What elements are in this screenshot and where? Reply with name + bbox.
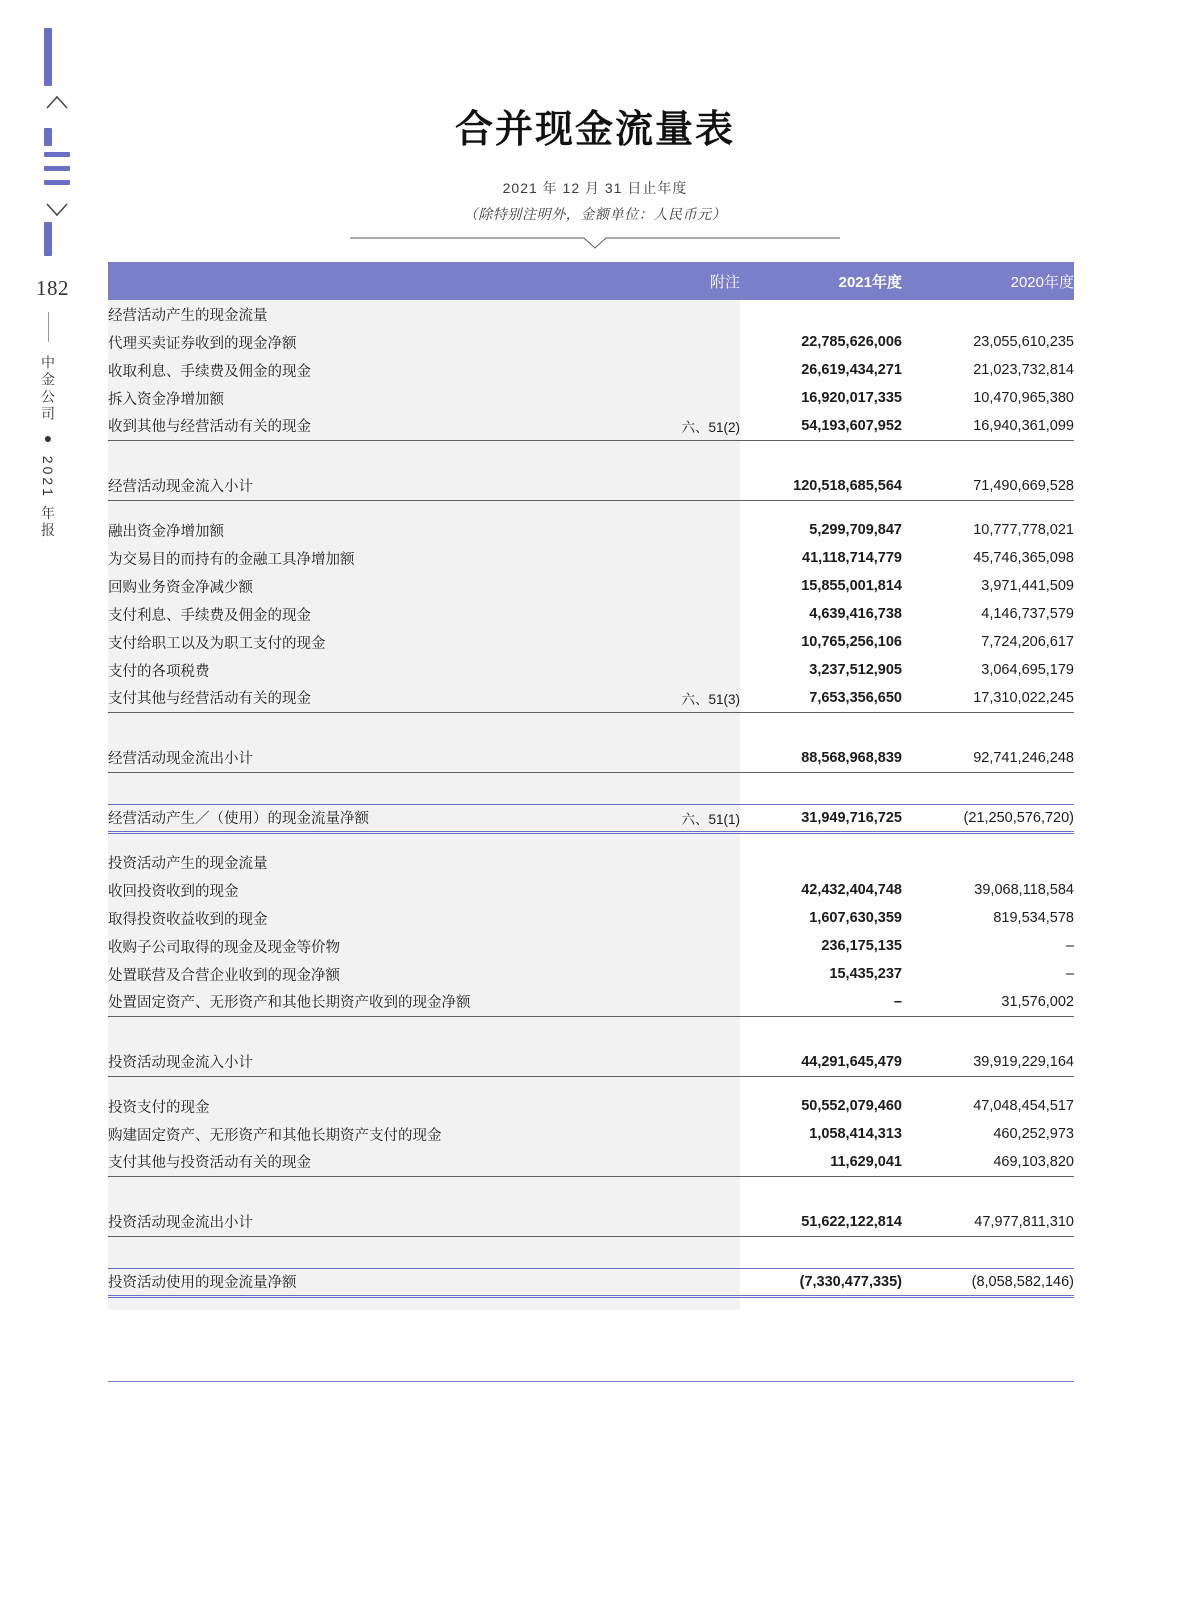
row-label: 经营活动产生的现金流量 — [108, 307, 268, 324]
rail-divider — [48, 312, 49, 342]
row-note — [648, 300, 740, 328]
row-value-prior-year: 92,741,246,248 — [973, 749, 1074, 766]
header-ornament-rule — [0, 234, 1190, 256]
subtitle-unit: （除特别注明外，金额单位：人民币元） — [463, 206, 727, 222]
table-row — [108, 804, 1074, 832]
row-label: 投资活动现金流入小计 — [108, 1055, 253, 1072]
row-value-prior-year — [902, 300, 1074, 328]
table-row — [108, 356, 1074, 384]
row-value-current-year — [740, 848, 902, 876]
row-note — [648, 628, 740, 656]
row-note — [648, 472, 740, 500]
row-label: 支付给职工以及为职工支付的现金 — [108, 635, 326, 652]
row-note — [648, 600, 740, 628]
row-note — [648, 356, 740, 384]
row-label: 投资活动现金流出小计 — [108, 1215, 253, 1232]
table-row — [108, 600, 1074, 628]
table-row — [108, 656, 1074, 684]
row-value-current-year: 5,299,709,847 — [809, 522, 902, 538]
row-value-current-year: 11,629,041 — [830, 1153, 902, 1170]
row-note — [648, 516, 740, 544]
table-spacer-row — [108, 1252, 1074, 1268]
row-value-current-year: 50,552,079,460 — [801, 1098, 902, 1114]
table-spacer-row — [108, 456, 1074, 472]
row-label: 支付利息、手续费及佣金的现金 — [108, 607, 311, 624]
table-spacer-row — [108, 788, 1074, 804]
column-header-current-year: 2021年度 — [740, 262, 902, 300]
row-value-prior-year: 47,977,811,310 — [974, 1213, 1074, 1230]
row-value-prior-year: 31,576,002 — [1001, 993, 1074, 1010]
row-value-current-year: – — [893, 993, 902, 1010]
row-note — [648, 848, 740, 876]
row-value-current-year: 31,949,716,725 — [740, 804, 902, 832]
row-label: 为交易目的而持有的金融工具净增加额 — [108, 551, 355, 568]
row-value-prior-year: 10,777,778,021 — [973, 522, 1074, 538]
row-value-prior-year: – — [1065, 938, 1074, 954]
row-label: 回购业务资金净减少额 — [108, 579, 253, 596]
rail-bar-decoration — [44, 28, 52, 86]
table-row — [108, 328, 1074, 356]
table-rule-row — [108, 772, 1074, 788]
table-row — [108, 1092, 1074, 1120]
row-value-prior-year: – — [1065, 966, 1074, 982]
table-row — [108, 1120, 1074, 1148]
table-row — [108, 300, 1074, 328]
row-note — [648, 544, 740, 572]
row-note: 六、51(1) — [648, 804, 740, 832]
table-row — [108, 1148, 1074, 1176]
table-rule-row — [108, 500, 1074, 516]
row-label: 购建固定资产、无形资产和其他长期资产支付的现金 — [108, 1127, 442, 1144]
row-note — [648, 1120, 740, 1148]
row-value-current-year: 44,291,645,479 — [801, 1053, 902, 1070]
row-note — [648, 904, 740, 932]
row-note — [648, 328, 740, 356]
row-note — [648, 656, 740, 684]
row-value-prior-year: 39,919,229,164 — [973, 1053, 1074, 1070]
row-note: 六、51(2) — [681, 419, 740, 435]
row-value-prior-year: 47,048,454,517 — [973, 1098, 1074, 1114]
row-label: 经营活动现金流出小计 — [108, 751, 253, 768]
row-note: 六、51(3) — [681, 691, 740, 707]
cash-flow-statement-table-area — [108, 262, 1074, 1310]
table-row — [108, 472, 1074, 500]
row-label: 支付的各项税费 — [108, 663, 210, 680]
table-spacer-row — [108, 1032, 1074, 1048]
table-row — [108, 744, 1074, 772]
row-note — [648, 1268, 740, 1296]
row-value-current-year: 1,058,414,313 — [809, 1126, 902, 1142]
row-value-current-year: 41,118,714,779 — [802, 550, 902, 566]
column-header-label — [108, 262, 648, 300]
row-value-prior-year: 10,470,965,380 — [973, 390, 1074, 406]
row-note — [648, 1148, 740, 1176]
row-label: 融出资金净增加额 — [108, 523, 224, 540]
table-rule-row — [108, 1016, 1074, 1032]
row-value-prior-year: 17,310,022,245 — [973, 689, 1074, 706]
row-value-prior-year: 7,724,206,617 — [981, 634, 1074, 650]
table-row — [108, 572, 1074, 600]
row-value-prior-year — [902, 848, 1074, 876]
row-value-current-year — [740, 300, 902, 328]
row-value-prior-year: 3,064,695,179 — [981, 662, 1074, 678]
row-label: 投资支付的现金 — [108, 1099, 210, 1116]
row-value-current-year: (7,330,477,335) — [740, 1268, 902, 1296]
table-spacer-row — [108, 1192, 1074, 1208]
row-value-current-year: 42,432,404,748 — [801, 882, 902, 898]
row-value-current-year: 16,920,017,335 — [801, 390, 902, 406]
row-value-prior-year: 16,940,361,099 — [973, 417, 1074, 434]
table-row — [108, 384, 1074, 412]
row-label: 支付其他与投资活动有关的现金 — [108, 1155, 311, 1172]
rail-bar-decoration — [44, 166, 70, 171]
table-row — [108, 628, 1074, 656]
row-label: 收到其他与经营活动有关的现金 — [108, 419, 311, 436]
row-value-prior-year: 23,055,610,235 — [973, 334, 1074, 350]
row-value-current-year: 15,855,001,814 — [801, 578, 902, 594]
row-value-prior-year: (21,250,576,720) — [902, 804, 1074, 832]
row-value-prior-year: 45,746,365,098 — [973, 550, 1074, 566]
row-value-prior-year: 71,490,669,528 — [973, 477, 1074, 494]
table-bottom-rule — [108, 1381, 1074, 1382]
page-title: 合并现金流量表 — [454, 109, 735, 151]
row-value-prior-year: 39,068,118,584 — [974, 882, 1074, 898]
page-number: 182 — [36, 276, 69, 300]
table-row — [108, 876, 1074, 904]
row-value-current-year: 4,639,416,738 — [809, 606, 902, 622]
row-label: 经营活动现金流入小计 — [108, 479, 253, 496]
table-rule-row — [108, 440, 1074, 456]
table-rule-row — [108, 1236, 1074, 1252]
row-note — [648, 572, 740, 600]
row-value-current-year: 3,237,512,905 — [809, 662, 902, 678]
table-row — [108, 904, 1074, 932]
row-label: 投资活动使用的现金流量净额 — [108, 1268, 648, 1296]
table-row — [108, 1208, 1074, 1236]
row-note — [648, 1048, 740, 1076]
row-label: 处置固定资产、无形资产和其他长期资产收到的现金净额 — [108, 995, 471, 1012]
row-note — [648, 1208, 740, 1236]
row-label: 收取利息、手续费及佣金的现金 — [108, 363, 311, 380]
table-body — [108, 300, 1074, 1296]
row-label: 投资活动产生的现金流量 — [108, 855, 268, 872]
row-value-prior-year: 469,103,820 — [993, 1153, 1074, 1170]
row-note — [648, 1092, 740, 1120]
row-value-prior-year: (8,058,582,146) — [902, 1268, 1074, 1296]
row-value-current-year: 22,785,626,006 — [801, 334, 902, 350]
row-value-current-year: 26,619,434,271 — [801, 362, 902, 378]
row-value-current-year: 1,607,630,359 — [809, 910, 902, 926]
row-label: 代理买卖证券收到的现金净额 — [108, 335, 297, 352]
row-label: 取得投资收益收到的现金 — [108, 911, 268, 928]
row-label: 支付其他与经营活动有关的现金 — [108, 691, 311, 708]
table-header — [108, 262, 1074, 300]
table-row — [108, 988, 1074, 1016]
row-value-current-year: 88,568,968,839 — [801, 749, 902, 766]
table-row — [108, 412, 1074, 440]
row-value-current-year: 7,653,356,650 — [809, 689, 902, 706]
row-label: 拆入资金净增加额 — [108, 391, 224, 408]
row-value-prior-year: 4,146,737,579 — [981, 606, 1074, 622]
table-row — [108, 1048, 1074, 1076]
row-value-current-year: 15,435,237 — [829, 966, 902, 982]
column-header-prior-year: 2020年度 — [902, 262, 1074, 300]
table-rule-row — [108, 712, 1074, 728]
running-footer-text: 中金公司 ● 2021 年报 — [40, 355, 56, 540]
table-spacer-row — [108, 728, 1074, 744]
row-value-prior-year: 819,534,578 — [993, 910, 1074, 926]
table-row — [108, 544, 1074, 572]
cash-flow-table — [108, 262, 1074, 1298]
column-header-note: 附注 — [648, 262, 740, 300]
row-note — [648, 384, 740, 412]
row-label: 收回投资收到的现金 — [108, 883, 239, 900]
row-value-current-year: 120,518,685,564 — [793, 477, 902, 494]
row-note — [648, 876, 740, 904]
row-value-current-year: 10,765,256,106 — [801, 634, 902, 650]
row-value-current-year: 51,622,122,814 — [801, 1213, 902, 1230]
table-row — [108, 932, 1074, 960]
row-note — [648, 988, 740, 1016]
table-rule-row — [108, 1176, 1074, 1192]
table-row — [108, 684, 1074, 712]
subtitle-period: 2021 年 12 月 31 日止年度 — [502, 180, 688, 196]
row-label: 收购子公司取得的现金及现金等价物 — [108, 939, 340, 956]
row-value-prior-year: 3,971,441,509 — [981, 578, 1074, 594]
row-value-prior-year: 21,023,732,814 — [973, 362, 1074, 378]
row-label: 处置联营及合营企业收到的现金净额 — [108, 967, 340, 984]
table-row — [108, 1268, 1074, 1296]
table-header-row — [108, 262, 1074, 300]
table-spacer-row — [108, 832, 1074, 848]
table-row — [108, 960, 1074, 988]
row-label: 经营活动产生／（使用）的现金流量净额 — [108, 804, 648, 832]
row-value-current-year: 54,193,607,952 — [801, 417, 902, 434]
row-note — [648, 744, 740, 772]
table-row — [108, 516, 1074, 544]
row-note — [648, 932, 740, 960]
row-value-current-year: 236,175,135 — [821, 938, 902, 954]
row-note — [648, 960, 740, 988]
row-value-prior-year: 460,252,973 — [993, 1126, 1074, 1142]
table-row — [108, 848, 1074, 876]
table-rule-row — [108, 1076, 1074, 1092]
